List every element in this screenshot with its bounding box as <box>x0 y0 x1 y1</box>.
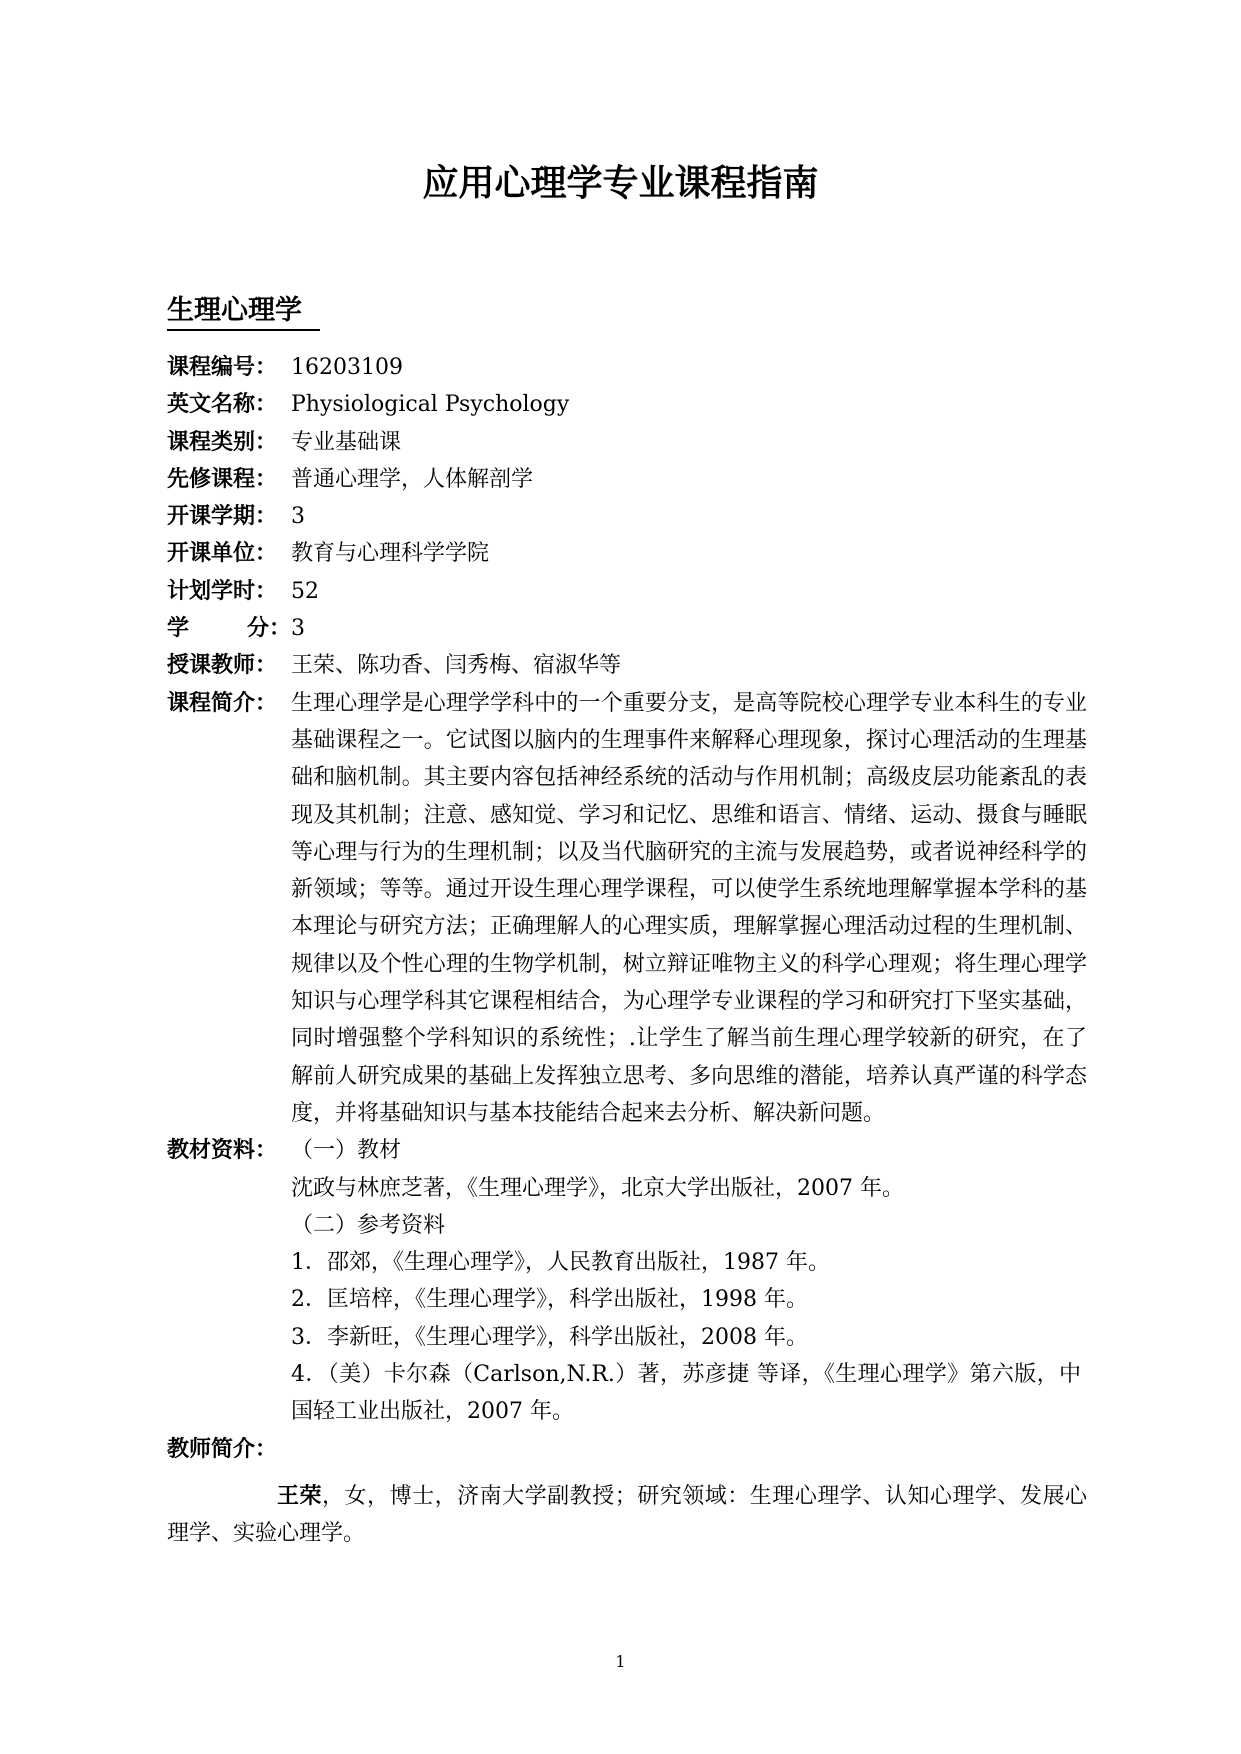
field-value: 普通心理学，人体解剖学 <box>291 466 534 492</box>
field-value: 教育与心理科学学院 <box>291 541 490 567</box>
teacher-name: 王荣 <box>277 1483 323 1509</box>
field-introduction <box>167 685 1087 1133</box>
field-value: 3 <box>291 616 305 642</box>
field-label: 教材资料： <box>167 1138 278 1164</box>
field-hours <box>167 573 1087 610</box>
field-credits <box>167 610 1087 647</box>
field-label: 课程类别： <box>167 429 278 455</box>
references-heading: （二）参考资料 <box>291 1212 446 1238</box>
field-value: Physiological Psychology <box>291 392 570 418</box>
course-introduction-text: 生理心理学是心理学学科中的一个重要分支，是高等院校心理学专业本科生的专业基础课程之一。它试图以脑内的生理事件来解释心理现象，探讨心理活动的生理基础和脑机制。其主要内容包括神经系统的活动与作用机制；高级皮层功能紊乱的表现及其机制；注意、感知觉、学习和记忆、思维和语言、情绪、运动、摄食与睡眠等心理与行为的生理机制；以及当代脑研究的主流与发展趋势，或者说神经科学的新领域；等等。通过开设生理心理学课程，可以使学生系统地理解掌握本学科的基本理论与研究方法；正确理解人的心理实质，理解掌握心理活动过程的生理机制、规律以及个性心理的生物学机制，树立辩证唯物主义的科学心理观；将生理心理学知识与心理学科其它课程相结合，为心理学专业课程的学习和研究打下坚实基础，同时增强整个学科知识的系统性；.让学生了解当前生理心理学较新的研究，在了解前人研究成果的基础上发挥独立思考、多向思维的潜能，培养认真严谨的科学态度，并将基础知识与基本技能结合起来去分析、解决新问题。 <box>291 690 1087 1126</box>
field-instructors <box>167 647 1087 684</box>
textbook-entry: 沈政与林庶芝著，《生理心理学》，北京大学出版社，2007 年。 <box>291 1175 904 1201</box>
field-label: 英文名称： <box>167 392 278 418</box>
reference-item: 1．邵郊，《生理心理学》，人民教育出版社，1987 年。 <box>291 1250 830 1276</box>
field-value: 16203109 <box>291 355 403 380</box>
field-label: 课程简介： <box>167 690 278 716</box>
field-value: 52 <box>291 578 319 604</box>
course-info <box>167 349 1087 1552</box>
reference-item: 2．匡培梓，《生理心理学》，科学出版社，1998 年。 <box>291 1287 808 1313</box>
field-label: 开课单位： <box>167 541 278 567</box>
field-label: 计划学时： <box>167 578 278 604</box>
field-label-part: 学 <box>167 616 190 642</box>
teacher-bio-text: ，女，博士，济南大学副教授；研究领域：生理心理学、认知心理学、发展心理学、实验心理学。 <box>167 1483 1087 1546</box>
materials-list <box>291 1170 1087 1431</box>
field-label-part: 分： <box>246 616 291 642</box>
reference-item: 3．李新旺，《生理心理学》，科学出版社，2008 年。 <box>291 1324 808 1350</box>
field-prerequisites <box>167 461 1087 498</box>
page-number: 1 <box>615 1652 626 1671</box>
course-name: 生理心理学 <box>167 293 320 331</box>
page-title: 应用心理学专业课程指南 <box>422 163 819 204</box>
field-label: 先修课程： <box>167 466 278 492</box>
field-materials <box>167 1132 1087 1169</box>
field-label <box>167 610 291 647</box>
field-semester <box>167 498 1087 535</box>
textbook-heading: （一）教材 <box>291 1138 402 1164</box>
field-label: 授课教师： <box>167 653 278 679</box>
field-value: 专业基础课 <box>291 429 402 455</box>
reference-item: 4．（美）卡尔森（Carlson,N.R.）著，苏彦捷 等译，《生理心理学》第六版，中国轻工业出版社，2007 年。 <box>291 1362 1081 1425</box>
field-english-name <box>167 386 1087 423</box>
teacher-bio <box>167 1478 1087 1552</box>
field-value: 王荣、陈功香、闫秀梅、宿淑华等 <box>291 653 622 679</box>
field-department <box>167 535 1087 572</box>
field-course-code <box>167 349 1087 386</box>
teacher-heading: 教师简介： <box>167 1436 278 1462</box>
field-label: 开课学期： <box>167 504 278 530</box>
field-value: 3 <box>291 504 305 530</box>
field-label: 课程编号： <box>167 355 278 380</box>
field-course-type <box>167 424 1087 461</box>
